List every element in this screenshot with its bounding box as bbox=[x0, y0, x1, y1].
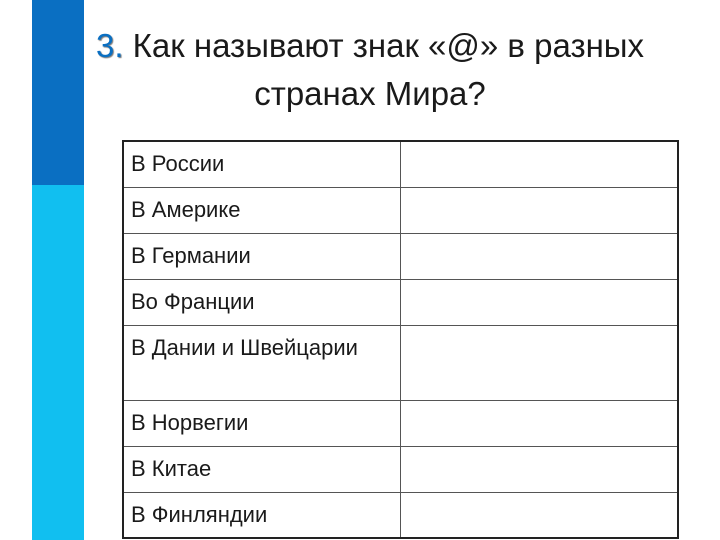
table-row bbox=[123, 400, 678, 446]
table-row bbox=[123, 141, 678, 187]
country-cell: В Китае bbox=[123, 446, 400, 492]
name-cell bbox=[400, 446, 678, 492]
slide-title bbox=[40, 22, 700, 118]
name-cell bbox=[400, 233, 678, 279]
country-cell: В Германии bbox=[123, 233, 400, 279]
table-row bbox=[123, 233, 678, 279]
name-cell bbox=[400, 187, 678, 233]
countries-table bbox=[122, 140, 679, 539]
name-cell bbox=[400, 400, 678, 446]
table-row bbox=[123, 492, 678, 538]
title-line-1: Как называют знак «@» в разных bbox=[132, 27, 645, 64]
table-row bbox=[123, 446, 678, 492]
name-cell bbox=[400, 325, 678, 400]
table-row bbox=[123, 187, 678, 233]
table-row bbox=[123, 279, 678, 325]
country-cell: В России bbox=[123, 141, 400, 187]
country-cell: В Норвегии bbox=[123, 400, 400, 446]
accent-bar-light bbox=[32, 185, 84, 540]
name-cell bbox=[400, 141, 678, 187]
title-line-2: странах Мира? bbox=[254, 75, 486, 112]
name-cell bbox=[400, 492, 678, 538]
country-cell: В Дании и Швейцарии bbox=[123, 325, 400, 400]
country-cell: В Америке bbox=[123, 187, 400, 233]
country-cell: В Финляндии bbox=[123, 492, 400, 538]
country-cell: Во Франции bbox=[123, 279, 400, 325]
table-row bbox=[123, 325, 678, 400]
question-number: 3. bbox=[95, 27, 124, 64]
name-cell bbox=[400, 279, 678, 325]
